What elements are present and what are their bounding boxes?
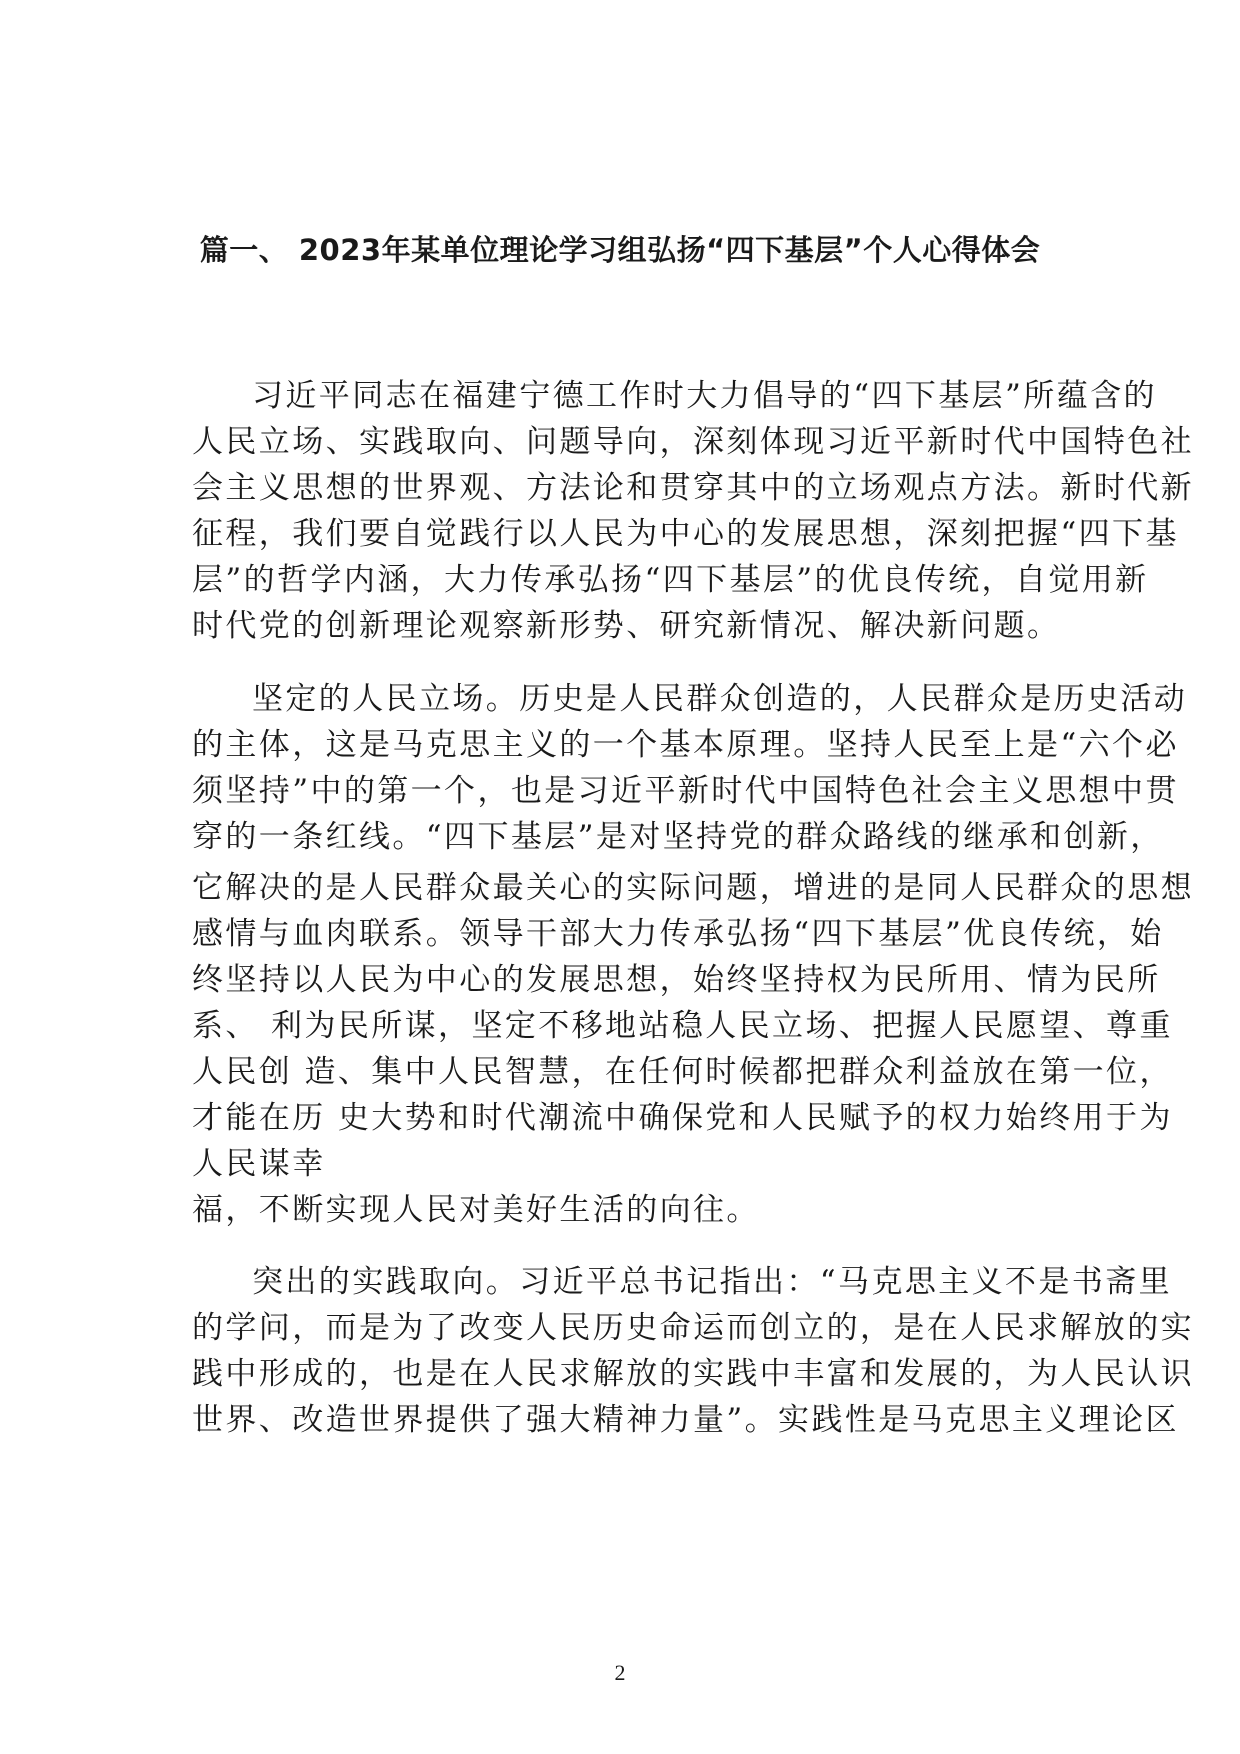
page-number: 2 [614,1660,626,1685]
body-line: 层”的哲学内涵，大力传承弘扬“四下基层”的优良传统，自觉用新 [192,562,1149,598]
body-line: 它解决的是人民群众最关心的实际问题，增进的是同人民群众的思想 [192,870,1194,906]
body-line: 人民创 造、集中人民智慧，在任何时候都把群众利益放在第一位， [192,1054,1173,1090]
body-line: 感情与血肉联系。领导干部大力传承弘扬“四下基层”优良传统，始 [192,916,1164,952]
body-line: 的学问，而是为了改变人民历史命运而创立的，是在人民求解放的实 [192,1310,1194,1346]
body-line: 穿的一条红线。“四下基层”是对坚持党的群众路线的继承和创新， [192,819,1164,855]
body-line: 须坚持”中的第一个，也是习近平新时代中国特色社会主义思想中贯 [192,773,1179,809]
body-line: 会主义思想的世界观、方法论和贯穿其中的立场观点方法。新时代新 [192,470,1194,506]
document-title: 篇一、 2023年某单位理论学习组弘扬“四下基层”个人心得体会 [199,233,1041,267]
body-line: 践中形成的，也是在人民求解放的实践中丰富和发展的，为人民认识 [192,1356,1194,1392]
body-line: 系、 利为民所谋，坚定不移地站稳人民立场、把握人民愿望、尊重 [192,1008,1173,1044]
body-line: 终坚持以人民为中心的发展思想，始终坚持权为民所用、情为民所 [192,962,1161,998]
body-line: 福，不断实现人民对美好生活的向往。 [192,1192,760,1228]
body-line: 人民立场、实践取向、问题导向，深刻体现习近平新时代中国特色社 [192,424,1194,460]
body-line: 坚定的人民立场。历史是人民群众创造的，人民群众是历史活动 [252,681,1188,717]
body-line: 的主体，这是马克思主义的一个基本原理。坚持人民至上是“六个必 [192,727,1179,763]
body-line: 人民谋幸 [192,1146,326,1182]
body-line: 时代党的创新理论观察新形势、研究新情况、解决新问题。 [192,608,1061,644]
body-line: 才能在历 史大势和时代潮流中确保党和人民赋予的权力始终用于为 [192,1100,1173,1136]
body-line: 习近平同志在福建宁德工作时大力倡导的“四下基层”所蕴含的 [252,378,1157,414]
body-line: 征程，我们要自觉践行以人民为中心的发展思想，深刻把握“四下基 [192,516,1179,552]
body-line: 突出的实践取向。习近平总书记指出：“马克思主义不是书斋里 [252,1264,1173,1300]
body-line: 世界、改造世界提供了强大精神力量”。实践性是马克思主义理论区 [192,1402,1179,1438]
